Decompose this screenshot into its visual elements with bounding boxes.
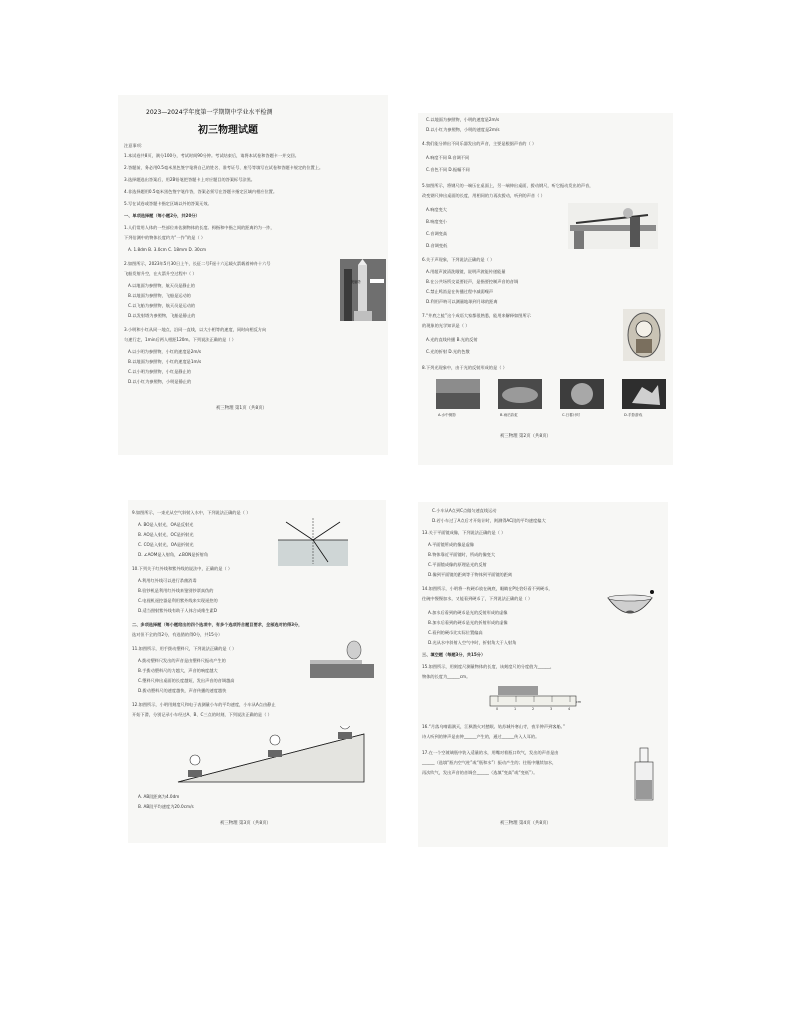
text-line: D.音调变低 xyxy=(426,243,448,248)
light-phenomena-photos xyxy=(436,379,668,411)
text-line: 4.我们能分辨出不同乐器发出的声音，主要是根据声音的（ ） xyxy=(422,141,537,146)
text-line: 1.本试卷共8页，满分100分，考试时间90分钟。考试结束后，请将本试卷和答题卡一并交回。 xyxy=(124,153,299,158)
text-line: D.像到平面镜的距离等于物体到平面镜的距离 xyxy=(428,572,513,577)
text-line: D.以发射塔为参照物，飞船是静止的 xyxy=(128,313,196,318)
ruler-tick: 0 xyxy=(496,707,499,711)
text-line: C.光的折射 D.光的色散 xyxy=(426,349,470,354)
text-line: 13.关于平面镜成像，下列说法正确的是（ ） xyxy=(422,530,506,535)
option-label: A.水中倒影 xyxy=(438,413,456,417)
plastic-ruler-figure xyxy=(308,640,378,680)
text-line: A.响度不同 B.音调不同 xyxy=(426,155,470,160)
text-line: 注意事项： xyxy=(124,143,145,148)
text-line: 诗人听到的钟声是由钟______产生的，通过______传入人耳的。 xyxy=(422,734,540,739)
text-line: 5.如图所示，将钢尺的一端压在桌面上，另一端伸出桌面，拨动钢尺，听它振动发出的声音， xyxy=(422,183,594,188)
text-line: C. CO是入射光，OA是折射光 xyxy=(138,542,194,547)
text-line: A. 1.8dm B. 3.0cm C. 18mm D. 30cm xyxy=(128,247,207,252)
text-line: 7.“井底之蛙”这个成语大家都很熟悉，能用来解释如图所示 xyxy=(422,313,531,318)
text-line: D.以小红为参照物，小明是静止的 xyxy=(128,379,192,384)
text-line: 5.写在试卷或答题卡指定区域以外的答案无效。 xyxy=(124,201,212,206)
text-line: B. AO是入射光，OC是折射光 xyxy=(138,532,194,537)
text-line: 往碗中慢慢加水，又能看到硬币了，下列说法正确的是（ ） xyxy=(422,596,533,601)
text-line: D.适当照射紫外线有助于人体合成维生素D xyxy=(138,608,217,613)
text-line: C.塑料尺伸出桌面的长度越短，发出声音的音调越高 xyxy=(138,678,235,683)
text-line: B.在公共场所交谈要轻声，是指要控制声音的音调 xyxy=(426,279,519,284)
exam-page-3 xyxy=(128,500,386,843)
text-line: A.光的直线传播 B.光的反射 xyxy=(426,337,478,342)
text-line: C.以飞船为参照物，航天员是运动的 xyxy=(128,303,196,308)
text-line: 14.如图所示，小明将一枚硬币放在碗底，眼睛在P处恰好看不到硬币， xyxy=(422,586,553,591)
text-line: 2.答题前，务必用0.5毫米黑色签字笔将自己的姓名、准考证号、座号等填写在试卷和答题卡规定的位置上。 xyxy=(124,165,324,170)
text-line: C.平面镜成像的原理是光的反射 xyxy=(428,562,487,567)
text-line: A.利用红外线可以进行杀菌消毒 xyxy=(138,578,197,583)
text-line: B.以地面为参照物，小红的速度是1m/s xyxy=(128,359,202,364)
option-label: B.雨后彩虹 xyxy=(500,413,518,417)
text-line: B.物体靠近平面镜时，所成的像变大 xyxy=(428,552,496,557)
text-line: B.验钞机是利用红外线来鉴别钞票真伪的 xyxy=(138,588,214,593)
text-line: A.响度变大 xyxy=(426,207,447,212)
text-line: 1.人们常用人体的一些部位来估测物体的长度。拇指和中指之间的距离约为一拃， xyxy=(124,225,275,230)
ruler-tick: 4 xyxy=(568,707,571,711)
glass-bottle-figure xyxy=(632,746,656,802)
option-label: C.日晷计时 xyxy=(562,413,581,417)
text-line: A.拨动塑料尺发出的声音是由塑料尺振动产生的 xyxy=(138,658,226,663)
launch-tower-label: 发射塔 xyxy=(351,280,361,284)
text-line: C.看到的硬币比实际位置偏高 xyxy=(428,630,483,635)
page-footer: 初三物理 第1页（共8页） xyxy=(216,406,267,411)
steel-ruler-figure xyxy=(568,203,658,249)
text-line: A.以地面为参照物，航天员是静止的 xyxy=(128,283,195,288)
ruler-tick: 1 xyxy=(514,707,517,711)
ruler-tick: 2 xyxy=(532,707,535,711)
coin-bowl-figure xyxy=(604,588,656,622)
exam-title: 2023—2024学年度第一学期期中学业水平检测 xyxy=(146,109,273,116)
text-line: 3.选择题选出答案后，用2B铅笔把答题卡上对应题目的答案标号涂黑。 xyxy=(124,177,255,182)
refraction-diagram xyxy=(278,516,348,566)
incline-cart-diagram xyxy=(168,726,368,786)
page-footer: 初三物理 第2页（共8页） xyxy=(500,434,551,439)
text-line: A. BO是入射光，OA是反射光 xyxy=(138,522,194,527)
page-footer: 初三物理 第4页（共8页） xyxy=(500,821,551,826)
text-line: D.光从水中斜射入空气中时，折射角大于入射角 xyxy=(428,640,517,645)
text-line: 6.关于声现象，下列说法正确的是（ ） xyxy=(422,257,495,262)
text-line: C.禁止鸣笛是在传播过程中减弱噪声 xyxy=(426,289,494,294)
text-line: D.若小车过了A点后才开始计时，则测得AC段的平均速度偏大 xyxy=(432,518,546,523)
text-line: 选对但不全的得2分，有选错的得0分，共15分） xyxy=(132,632,223,637)
option-label: D.手影游戏 xyxy=(624,413,643,417)
text-line: 2.如图所示，2023年5月30日上午，长征二号F遥十六运载火箭载着神舟十六号 xyxy=(124,261,271,266)
text-line: C.以小明为参照物，小红是静止的 xyxy=(128,369,191,374)
exam-page-4 xyxy=(418,502,668,847)
section-heading: 一、单项选择题（每小题2分，共20分） xyxy=(124,213,200,218)
text-line: B.手拨动塑料尺的力越大，声音的响度越大 xyxy=(138,668,218,673)
text-line: C.音色不同 D.振幅不同 xyxy=(426,167,470,172)
text-line: 16.“月落乌啼霜满天，江枫渔火对愁眠。姑苏城外寒山寺，夜半钟声到客船。” xyxy=(422,724,565,729)
text-line: 10.下列关于红外线和紫外线的说法中，正确的是（ ） xyxy=(132,566,233,571)
text-line: C.以地面为参照物，小明的速度是2m/s xyxy=(426,117,500,122)
text-line: 物体的长度为______cm。 xyxy=(422,674,471,679)
text-line: C.电视机遥控器是利用紫外线来实现遥控的 xyxy=(138,598,218,603)
text-line: D.以小红为参照物，小明的速度是2m/s xyxy=(426,127,500,132)
section-heading: 三、填空题（每题3分，共15分） xyxy=(422,652,486,657)
text-line: A.加水后看到的硬币是光的反射形成的虚像 xyxy=(428,610,508,615)
text-line: ______（选填“瓶内空气柱”或“瓶和水”）振动产生的；往瓶中继续加水， xyxy=(422,760,557,765)
page-footer: 初三物理 第3页（共8页） xyxy=(220,821,271,826)
text-line: A.平面镜所成的像是虚像 xyxy=(428,542,474,547)
text-line: A.以小明为参照物，小红的速度是2m/s xyxy=(128,349,202,354)
text-line: 开始下滑，分别记录小车经过A、B、C三点的时刻，下列说法正确的是（ ） xyxy=(132,712,272,717)
text-line: D.拨动塑料尺的速度越快，声音传播的速度越快 xyxy=(138,688,227,693)
text-line: 的现象的光学知识是（ ） xyxy=(422,323,470,328)
exam-page-2 xyxy=(418,113,673,465)
text-line: 12.如图所示，小明用刻度尺和电子表测量小车的平均速度，小车从A点由静止 xyxy=(132,702,276,707)
text-line: 下列估测中的物体长度约为“一拃”的是（ ） xyxy=(124,235,206,240)
text-line: 4.非选择题用0.5毫米黑色签字笔作答，答案必须写在答题卡指定区域内相应位置。 xyxy=(124,189,278,194)
text-line: A. AB段距离为4.0dm xyxy=(138,794,180,799)
text-line: B.加水后看到的硬币是光的折射形成的虚像 xyxy=(428,620,508,625)
text-line: B.以地面为参照物，飞船是运动的 xyxy=(128,293,191,298)
text-line: C.小车从A点到C点做匀速直线运动 xyxy=(432,508,497,513)
subject-title: 初三物理试题 xyxy=(198,125,258,136)
text-line: 17.在一个空玻璃瓶中装入适量的水，用嘴对着瓶口吹气，发出的声音是由 xyxy=(422,750,559,755)
text-line: D. ∠AOM是入射角，∠BON是折射角 xyxy=(138,552,209,557)
text-line: 再次吹气，发出声音的音调会______（选填“变高”或“变低”）。 xyxy=(422,770,538,775)
rocket-launch-photo xyxy=(340,259,386,321)
text-line: 8.下列光现象中，由于光的反射形成的是（ ） xyxy=(422,365,507,370)
text-line: 改变钢尺伸出桌面的长度，用相同的力再次拨动，听到的声音（ ） xyxy=(422,193,545,198)
ruler-unit: cm xyxy=(576,700,582,704)
text-line: 飞船发射升空，在火箭升空过程中（ ） xyxy=(124,271,197,276)
text-line: A.用超声波清洗眼镜，说明声波能传递能量 xyxy=(426,269,506,274)
frog-in-well-figure xyxy=(623,309,665,361)
text-line: 3.小明和小红从同一地点，沿同一直线，以大小相等的速度，同时向相反方向 xyxy=(124,327,267,332)
text-line: B. AB段平均速度为20.0cm/s xyxy=(138,804,194,809)
text-line: C.音调变高 xyxy=(426,231,448,236)
text-line: 匀速行走，1min后两人相距120m。下列说法正确的是（ ） xyxy=(124,337,236,342)
text-line: 15.如图所示，用刻度尺测量物体的长度，该刻度尺的分度值为______， xyxy=(422,664,555,669)
ruler-tick: 3 xyxy=(550,707,553,711)
exam-page-1 xyxy=(118,95,388,455)
text-line: B.响度变小 xyxy=(426,219,447,224)
text-line: 9.如图所示，一束光从空气斜射入水中，下列说法正确的是（ ） xyxy=(132,510,251,515)
section-heading: 二、多项选择题（每小题给出的四个选项中，有多个选项符合题目要求，全部选对的得3分， xyxy=(132,622,303,627)
text-line: D.利用声呐可以测量地球到月球的距离 xyxy=(426,299,498,304)
text-line: 11.如图所示，用手拨动塑料尺，下列说法正确的是（ ） xyxy=(132,646,237,651)
